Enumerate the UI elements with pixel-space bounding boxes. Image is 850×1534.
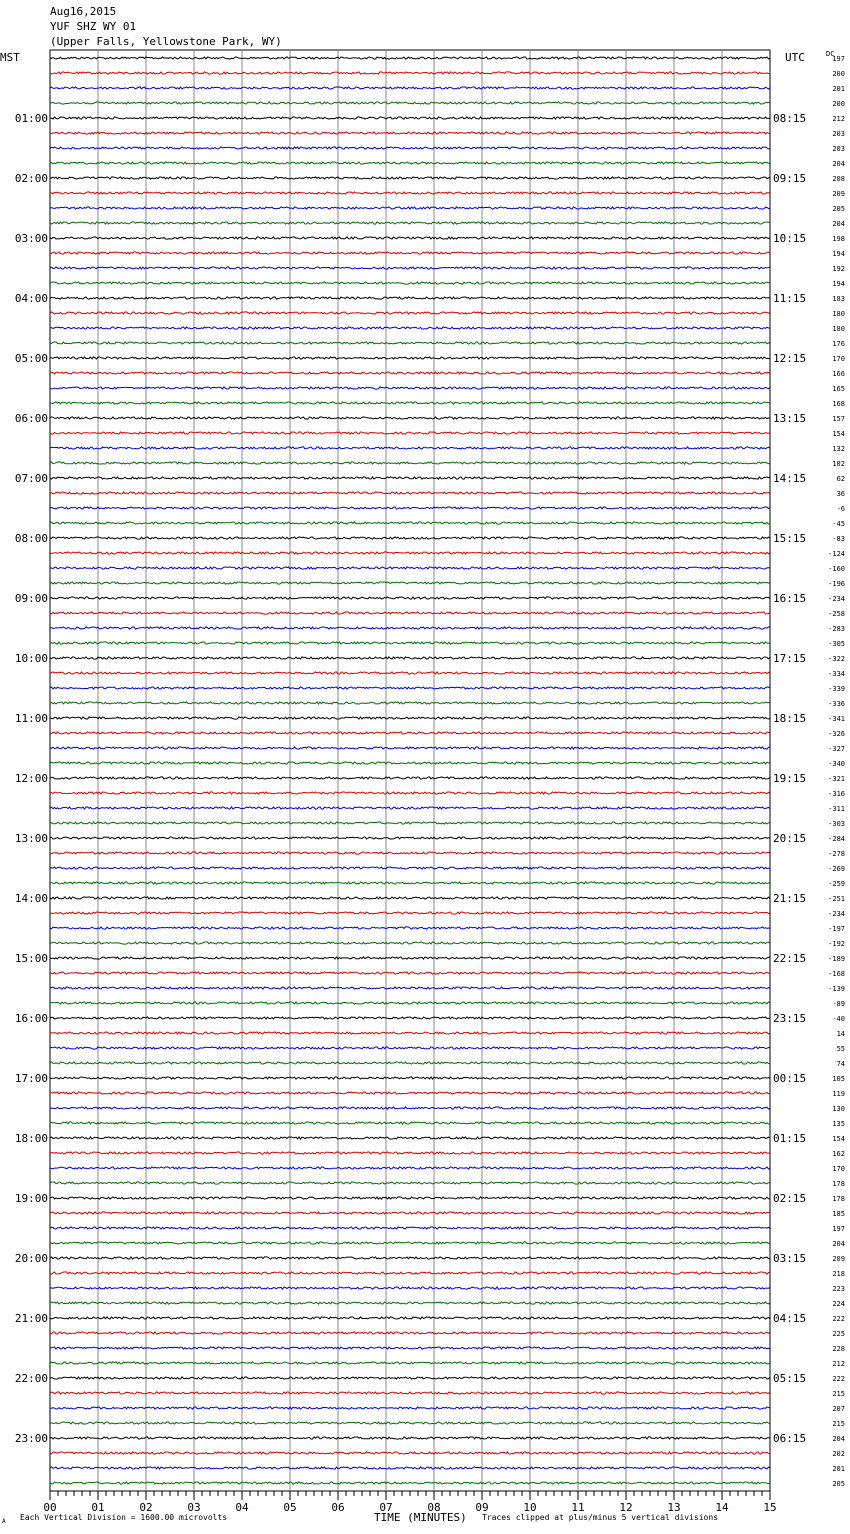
- dc-offset-label: -326: [828, 730, 845, 738]
- seismic-trace: [50, 762, 770, 764]
- dc-offset-label: 180: [832, 325, 845, 333]
- dc-offset-label: 102: [832, 460, 845, 468]
- seismic-trace: [50, 1167, 770, 1169]
- seismic-trace: [50, 597, 770, 599]
- right-hour-label: 20:15: [773, 832, 807, 845]
- dc-offset-label: 204: [832, 220, 845, 228]
- dc-offset-label: 204: [832, 1435, 845, 1443]
- seismic-trace: [50, 312, 770, 314]
- dc-offset-label: 204: [832, 1240, 845, 1248]
- dc-offset-label: 204: [832, 160, 845, 168]
- dc-offset-label: 212: [832, 115, 845, 123]
- right-timezone-label: UTC: [785, 51, 805, 64]
- dc-offset-label: 215: [832, 1420, 845, 1428]
- left-hour-label: 11:00: [14, 712, 48, 725]
- right-hour-label: 21:15: [773, 892, 807, 905]
- clip-note: Traces clipped at plus/minus 5 vertical divisions: [482, 1513, 719, 1522]
- left-hour-label: 19:00: [14, 1192, 48, 1205]
- left-hour-label: 07:00: [14, 472, 48, 485]
- right-hour-label: 05:15: [773, 1372, 807, 1385]
- seismic-trace: [50, 1272, 770, 1274]
- dc-offset-label: 202: [832, 1450, 845, 1458]
- dc-offset-label: 135: [832, 1120, 845, 1128]
- seismic-trace: [50, 1317, 770, 1319]
- right-hour-label: 18:15: [773, 712, 807, 725]
- seismic-trace: [50, 942, 770, 944]
- x-tick-label: 15: [763, 1501, 777, 1514]
- dc-offset-label: 165: [832, 385, 845, 393]
- seismic-trace: [50, 1047, 770, 1049]
- dc-offset-label: 176: [832, 340, 845, 348]
- dc-offset-label: -339: [828, 685, 845, 693]
- dc-offset-label: -278: [828, 850, 845, 858]
- dc-offset-label: 14: [836, 1030, 845, 1038]
- seismic-trace: [50, 537, 770, 539]
- vertical-division-note: Each Vertical Division = 1600.00 microvolts: [20, 1513, 228, 1522]
- dc-offset-label: 194: [832, 280, 845, 288]
- right-hour-label: 02:15: [773, 1192, 807, 1205]
- left-hour-label: 13:00: [14, 832, 48, 845]
- plot-frame: [50, 50, 770, 1491]
- seismic-trace: [50, 252, 770, 254]
- dc-offset-label: 185: [832, 1210, 845, 1218]
- seismic-trace: [50, 1017, 770, 1019]
- left-hour-label: 10:00: [14, 652, 48, 665]
- left-hour-label: 22:00: [14, 1372, 48, 1385]
- seismic-trace: [50, 957, 770, 959]
- right-hour-label: 09:15: [773, 172, 807, 185]
- left-hour-label: 03:00: [14, 232, 48, 245]
- seismic-trace: [50, 282, 770, 284]
- seismic-trace: [50, 402, 770, 404]
- right-hour-label: 04:15: [773, 1312, 807, 1325]
- dc-offset-label: 132: [832, 445, 845, 453]
- x-tick-label: 00: [43, 1501, 57, 1514]
- seismic-trace: [50, 732, 770, 734]
- left-hour-label: 20:00: [14, 1252, 48, 1265]
- seismic-trace: [50, 1152, 770, 1154]
- dc-offset-label: 154: [832, 1135, 845, 1143]
- seismic-trace: [50, 177, 770, 179]
- seismic-trace: [50, 672, 770, 674]
- seismic-trace: [50, 777, 770, 779]
- label-group: [15, 55, 845, 1514]
- dc-offset-label: 212: [832, 1360, 845, 1368]
- seismic-trace: [50, 1182, 770, 1184]
- seismic-trace: [50, 1062, 770, 1064]
- dc-offset-label: -6: [836, 505, 845, 513]
- x-tick-label: 02: [139, 1501, 153, 1514]
- seismic-trace: [50, 1197, 770, 1199]
- left-hour-label: 17:00: [14, 1072, 48, 1085]
- dc-offset-label: -189: [828, 955, 845, 963]
- dc-offset-label: -303: [828, 820, 845, 828]
- seismic-trace: [50, 522, 770, 524]
- dc-offset-label: 170: [832, 1165, 845, 1173]
- x-tick-label: 09: [475, 1501, 489, 1514]
- seismic-trace: [50, 882, 770, 884]
- seismic-trace: [50, 507, 770, 509]
- seismic-trace: [50, 1377, 770, 1379]
- left-hour-label: 21:00: [14, 1312, 48, 1325]
- seismic-trace: [50, 852, 770, 854]
- right-hour-label: 15:15: [773, 532, 807, 545]
- dc-offset-label: 209: [832, 1255, 845, 1263]
- right-hour-label: 19:15: [773, 772, 807, 785]
- right-hour-label: 23:15: [773, 1012, 807, 1025]
- dc-offset-label: 170: [832, 355, 845, 363]
- seismic-trace: [50, 642, 770, 644]
- trace-group: [50, 57, 770, 1484]
- seismic-trace: [50, 1332, 770, 1334]
- dc-offset-label: 205: [832, 205, 845, 213]
- seismic-trace: [50, 1482, 770, 1484]
- seismic-trace: [50, 147, 770, 149]
- seismic-trace: [50, 57, 770, 59]
- dc-offset-label: -340: [828, 760, 845, 768]
- seismic-trace: [50, 432, 770, 434]
- seismic-trace: [50, 897, 770, 899]
- dc-offset-label: -311: [828, 805, 845, 813]
- left-hour-label: 18:00: [14, 1132, 48, 1145]
- seismic-trace: [50, 1437, 770, 1439]
- left-hour-label: 15:00: [14, 952, 48, 965]
- dc-offset-label: 200: [832, 100, 845, 108]
- dc-offset-label: 200: [832, 70, 845, 78]
- dc-offset-label: -192: [828, 940, 845, 948]
- seismic-trace: [50, 237, 770, 239]
- dc-offset-label: 222: [832, 1315, 845, 1323]
- right-hour-label: 12:15: [773, 352, 807, 365]
- seismic-trace: [50, 417, 770, 419]
- dc-offset-label: 209: [832, 190, 845, 198]
- seismic-trace: [50, 1122, 770, 1124]
- seismic-trace: [50, 357, 770, 359]
- seismic-trace: [50, 792, 770, 794]
- seismic-trace: [50, 222, 770, 224]
- seismic-trace: [50, 717, 770, 719]
- x-tick-label: 03: [187, 1501, 201, 1514]
- seismic-trace: [50, 837, 770, 839]
- dc-offset-label: 207: [832, 1405, 845, 1413]
- dc-offset-label: 157: [832, 415, 845, 423]
- dc-offset-label: 197: [832, 1225, 845, 1233]
- dc-offset-label: 198: [832, 235, 845, 243]
- dc-offset-label: -316: [828, 790, 845, 798]
- seismic-trace: [50, 1257, 770, 1259]
- dc-offset-label: -251: [828, 895, 845, 903]
- seismic-trace: [50, 1347, 770, 1349]
- seismic-trace: [50, 372, 770, 374]
- dc-offset-label: 162: [832, 1150, 845, 1158]
- seismic-trace: [50, 492, 770, 494]
- dc-offset-label: 154: [832, 430, 845, 438]
- x-tick-label: 01: [91, 1501, 105, 1514]
- dc-offset-label: -283: [828, 625, 845, 633]
- dc-offset-label: 119: [832, 1090, 845, 1098]
- seismic-trace: [50, 687, 770, 689]
- left-hour-label: 02:00: [14, 172, 48, 185]
- seismic-trace: [50, 207, 770, 209]
- left-hour-label: 05:00: [14, 352, 48, 365]
- dc-offset-label: -234: [828, 595, 845, 603]
- seismic-trace: [50, 72, 770, 74]
- seismic-trace: [50, 657, 770, 659]
- right-hour-label: 03:15: [773, 1252, 807, 1265]
- dc-offset-label: 183: [832, 295, 845, 303]
- seismic-trace: [50, 132, 770, 134]
- dc-offset-label: 180: [832, 310, 845, 318]
- dc-offset-label: -327: [828, 745, 845, 753]
- dc-offset-label: 215: [832, 1390, 845, 1398]
- dc-offset-label: 203: [832, 130, 845, 138]
- seismic-trace: [50, 462, 770, 464]
- right-hour-label: 14:15: [773, 472, 807, 485]
- seismic-trace: [50, 567, 770, 569]
- dc-offset-label: 228: [832, 1345, 845, 1353]
- seismic-trace: [50, 807, 770, 809]
- seismic-trace: [50, 1107, 770, 1109]
- dc-offset-label: 223: [832, 1285, 845, 1293]
- dc-offset-label: -305: [828, 640, 845, 648]
- seismic-trace: [50, 1092, 770, 1094]
- seismic-trace: [50, 297, 770, 299]
- dc-offset-label: -321: [828, 775, 845, 783]
- x-tick-label: 10: [523, 1501, 537, 1514]
- dc-offset-label: 201: [832, 1465, 845, 1473]
- seismic-trace: [50, 162, 770, 164]
- dc-offset-label: -197: [828, 925, 845, 933]
- right-hour-label: 16:15: [773, 592, 807, 605]
- right-hour-label: 10:15: [773, 232, 807, 245]
- dc-offset-label: -89: [832, 1000, 845, 1008]
- seismic-trace: [50, 447, 770, 449]
- left-timezone-label: MST: [0, 51, 20, 64]
- x-tick-label: 06: [331, 1501, 345, 1514]
- left-hour-label: 08:00: [14, 532, 48, 545]
- seismic-trace: [50, 1287, 770, 1289]
- seismic-trace: [50, 612, 770, 614]
- dc-offset-label: 74: [836, 1060, 845, 1068]
- dc-offset-label: 225: [832, 1330, 845, 1338]
- seismic-trace: [50, 192, 770, 194]
- dc-offset-label: 36: [836, 490, 845, 498]
- x-tick-label: 08: [427, 1501, 441, 1514]
- seismic-trace: [50, 552, 770, 554]
- dc-offset-label: -196: [828, 580, 845, 588]
- seismic-trace: [50, 1467, 770, 1469]
- seismic-trace: [50, 1137, 770, 1139]
- seismic-trace: [50, 1407, 770, 1409]
- dc-offset-label: -139: [828, 985, 845, 993]
- dc-offset-label: -160: [828, 565, 845, 573]
- seismic-trace: [50, 267, 770, 269]
- left-hour-label: 06:00: [14, 412, 48, 425]
- dc-offset-label: -45: [832, 520, 845, 528]
- seismic-trace: [50, 1077, 770, 1079]
- seismic-trace: [50, 987, 770, 989]
- dc-offset-label: 178: [832, 1195, 845, 1203]
- seismic-trace: [50, 822, 770, 824]
- dc-offset-label: 105: [832, 1075, 845, 1083]
- right-hour-label: 22:15: [773, 952, 807, 965]
- corner-mark: A: [2, 1518, 6, 1525]
- dc-offset-label: -284: [828, 835, 845, 843]
- right-hour-label: 06:15: [773, 1432, 807, 1445]
- right-hour-label: 00:15: [773, 1072, 807, 1085]
- x-tick-label: 13: [667, 1501, 681, 1514]
- left-hour-label: 01:00: [14, 112, 48, 125]
- seismic-trace: [50, 1392, 770, 1394]
- right-hour-label: 11:15: [773, 292, 807, 305]
- seismic-trace: [50, 1002, 770, 1004]
- x-tick-label: 07: [379, 1501, 393, 1514]
- left-hour-label: 23:00: [14, 1432, 48, 1445]
- seismic-trace: [50, 582, 770, 584]
- seismic-trace: [50, 867, 770, 869]
- x-tick-label: 14: [715, 1501, 729, 1514]
- dc-offset-label: 55: [836, 1045, 845, 1053]
- seismic-trace: [50, 477, 770, 479]
- dc-offset-label: 222: [832, 1375, 845, 1383]
- right-hour-label: 13:15: [773, 412, 807, 425]
- seismic-trace: [50, 1362, 770, 1364]
- right-hour-label: 01:15: [773, 1132, 807, 1145]
- dc-offset-label: -322: [828, 655, 845, 663]
- dc-offset-label: 205: [832, 1480, 845, 1488]
- dc-offset-label: 201: [832, 85, 845, 93]
- seismic-trace: [50, 747, 770, 749]
- left-hour-label: 04:00: [14, 292, 48, 305]
- dc-offset-label: -341: [828, 715, 845, 723]
- dc-offset-label: 178: [832, 1180, 845, 1188]
- right-hour-label: 08:15: [773, 112, 807, 125]
- dc-offset-label: -269: [828, 865, 845, 873]
- seismic-trace: [50, 1212, 770, 1214]
- x-tick-label: 12: [619, 1501, 633, 1514]
- dc-offset-label: 192: [832, 265, 845, 273]
- seismic-trace: [50, 1302, 770, 1304]
- seismic-trace: [50, 1422, 770, 1424]
- left-hour-label: 14:00: [14, 892, 48, 905]
- seismic-trace: [50, 1032, 770, 1034]
- seismic-trace: [50, 327, 770, 329]
- seismic-trace: [50, 102, 770, 104]
- seismic-trace: [50, 627, 770, 629]
- x-tick-label: 04: [235, 1501, 249, 1514]
- dc-offset-label: 208: [832, 175, 845, 183]
- dc-offset-label: 168: [832, 400, 845, 408]
- seismic-trace: [50, 702, 770, 704]
- seismic-trace: [50, 87, 770, 89]
- dc-offset-label: -334: [828, 670, 845, 678]
- chart-date: Aug16,2015: [50, 5, 117, 18]
- dc-offset-label: 130: [832, 1105, 845, 1113]
- dc-offset-label: -336: [828, 700, 845, 708]
- dc-offset-label: 224: [832, 1300, 845, 1308]
- dc-offset-label: 194: [832, 250, 845, 258]
- seismic-trace: [50, 1242, 770, 1244]
- dc-offset-label: 197: [832, 55, 845, 63]
- seismic-trace: [50, 1452, 770, 1454]
- station-code: YUF SHZ WY 01: [50, 20, 137, 33]
- seismic-trace: [50, 912, 770, 914]
- seismic-trace: [50, 387, 770, 389]
- dc-offset-label: -124: [828, 550, 845, 558]
- dc-offset-label: -259: [828, 880, 845, 888]
- dc-offset-label: 218: [832, 1270, 845, 1278]
- seismic-trace: [50, 927, 770, 929]
- dc-offset-label: -40: [832, 1015, 845, 1023]
- seismic-trace: [50, 1227, 770, 1229]
- seismic-trace: [50, 117, 770, 119]
- x-tick-label: 11: [571, 1501, 585, 1514]
- dc-offset-label: 62: [836, 475, 845, 483]
- left-hour-label: 09:00: [14, 592, 48, 605]
- left-hour-label: 16:00: [14, 1012, 48, 1025]
- dc-offset-label: -258: [828, 610, 845, 618]
- x-tick-label: 05: [283, 1501, 297, 1514]
- station-location: (Upper Falls, Yellowstone Park, WY): [50, 35, 282, 48]
- dc-offset-label: 203: [832, 145, 845, 153]
- right-hour-label: 17:15: [773, 652, 807, 665]
- dc-offset-label: -234: [828, 910, 845, 918]
- x-axis-title: TIME (MINUTES): [374, 1511, 467, 1524]
- seismic-trace: [50, 972, 770, 974]
- dc-offset-label: -83: [832, 535, 845, 543]
- dc-column-header: DC: [826, 50, 835, 58]
- dc-offset-label: 166: [832, 370, 845, 378]
- left-hour-label: 12:00: [14, 772, 48, 785]
- dc-offset-label: -168: [828, 970, 845, 978]
- seismic-trace: [50, 342, 770, 344]
